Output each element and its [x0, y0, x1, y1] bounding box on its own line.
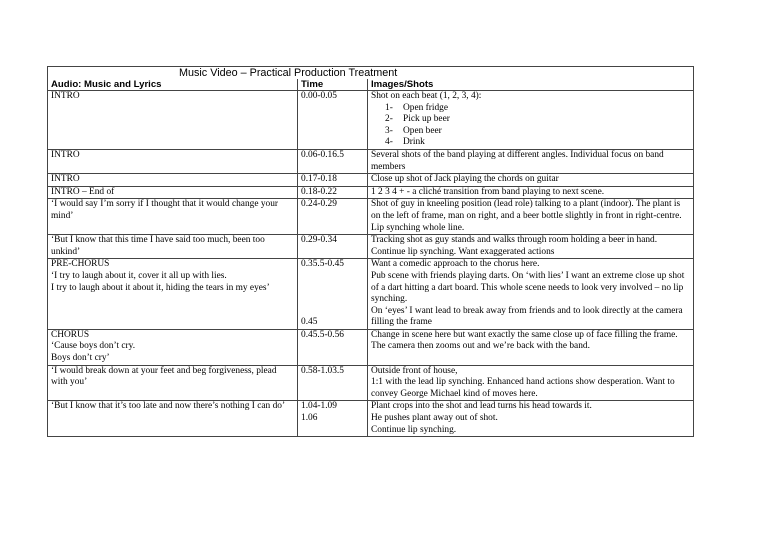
time-cell-line: 0.58-1.03.5: [301, 365, 344, 376]
shots-cell: [368, 401, 694, 437]
time-cell: [298, 91, 368, 150]
audio-cell-line: ‘I would break down at your feet and beg forgiveness, plead with you’: [51, 365, 277, 388]
time-cell-line: 0.18-0.22: [301, 186, 337, 197]
audio-cell-line: INTRO: [51, 91, 80, 101]
shots-cell: [368, 329, 694, 365]
shot-list-text: Open fridge: [403, 102, 449, 113]
time-cell: [298, 365, 368, 401]
shots-cell: [368, 235, 694, 259]
table-row: [48, 186, 694, 199]
table-row: [48, 91, 694, 150]
shots-cell-line: 1 2 3 4 + - a cliché transition from band playing to next scene.: [371, 186, 605, 197]
document-title: Music Video – Practical Production Treatment: [48, 67, 694, 80]
time-cell-line: 0.29-0.34: [301, 235, 337, 246]
table-row: [48, 235, 694, 259]
audio-cell-line: ‘Cause boys don’t cry.: [51, 341, 136, 352]
audio-cell-line: INTRO: [51, 174, 80, 185]
time-cell-line: 0.17-0.18: [301, 174, 337, 185]
shot-list-text: Pick up beer: [403, 114, 450, 125]
audio-cell-line: ‘But I know that it’s too late and now there’s nothing I can do’: [51, 401, 286, 412]
audio-cell: [48, 199, 298, 235]
shots-cell: [368, 259, 694, 330]
shots-cell-line: Continue lip synching.: [371, 424, 457, 435]
audio-cell: [48, 186, 298, 199]
time-cell-line: 1.06: [301, 413, 318, 424]
time-cell-line: [301, 271, 364, 283]
time-cell: [298, 174, 368, 187]
audio-cell: [48, 329, 298, 365]
table-row: [48, 401, 694, 437]
shots-cell-line: He pushes plant away out of shot.: [371, 413, 498, 424]
shot-list-number: 3-: [385, 125, 393, 136]
audio-cell-line: INTRO – End of: [51, 186, 115, 197]
shot-list-item: [371, 137, 690, 149]
audio-cell: [48, 259, 298, 330]
audio-cell-line: PRE-CHORUS: [51, 259, 110, 270]
audio-cell-line: I try to laugh about it about it, hiding the tears in my eyes’: [51, 282, 270, 293]
shots-cell-line: Outside front of house,: [371, 365, 458, 376]
column-header-audio: Audio: Music and Lyrics: [48, 79, 298, 91]
table-row: [48, 174, 694, 187]
shots-cell: [368, 365, 694, 401]
audio-cell-line: CHORUS: [51, 329, 90, 340]
shot-list-item: [371, 103, 690, 115]
shots-cell-line: On ‘eyes’ I want lead to break away from friends and to look directly at the camera filling the frame: [371, 305, 683, 328]
shots-cell: [368, 199, 694, 235]
shot-list-item: [371, 114, 690, 126]
audio-cell-line: ‘I would say I’m sorry if I thought that it would change your mind’: [51, 199, 279, 221]
table-row: [48, 329, 694, 365]
time-cell-line: [301, 283, 364, 295]
shots-cell: [368, 149, 694, 173]
shots-cell-line: Several shots of the band playing at different angles. Individual focus on band members: [371, 149, 664, 172]
time-cell-line: 0.06-0.16.5: [301, 149, 344, 160]
time-cell: [298, 186, 368, 199]
title-row: [48, 67, 694, 80]
shots-cell-line: Plant crops into the shot and lead turns his head towards it.: [371, 401, 592, 412]
time-cell: [298, 199, 368, 235]
audio-cell: [48, 235, 298, 259]
shot-list-item: [371, 126, 690, 138]
shot-list-number: 4-: [385, 137, 393, 148]
time-cell-line: [301, 306, 364, 318]
shots-cell-line: Shot on each beat (1, 2, 3, 4):: [371, 91, 482, 101]
table-row: [48, 149, 694, 173]
column-header-time: Time: [298, 79, 368, 91]
shots-cell-line: Shot of guy in kneeling position (lead role) talking to a plant (indoor). The plant is on the left of frame, man on right, and a beer bottle slightly in front in right-centre. Lip synching whole line.: [371, 199, 682, 233]
shot-list-number: 2-: [385, 114, 393, 125]
shots-cell-line: Change in scene here but want exactly the same close up of face filling the frame. The camera then zooms out and we’re back with the band.: [371, 329, 678, 352]
audio-cell: [48, 149, 298, 173]
audio-cell-line: Boys don’t cry’: [51, 353, 110, 364]
shots-cell: [368, 174, 694, 187]
time-cell-line: [301, 294, 364, 306]
table-row: [48, 365, 694, 401]
time-cell-line: 0.45.5-0.56: [301, 329, 344, 340]
time-cell: [298, 401, 368, 437]
shots-cell: [368, 91, 694, 150]
time-cell: [298, 149, 368, 173]
audio-cell: [48, 365, 298, 401]
time-cell: [298, 329, 368, 365]
shot-list-number: 1-: [385, 102, 393, 113]
shots-cell-line: Tracking shot as guy stands and walks through room holding a beer in hand. Continue lip synching. Want exaggerated actions: [371, 235, 658, 257]
audio-cell: [48, 401, 298, 437]
audio-cell-line: ‘But I know that this time I have said too much, been too unkind’: [51, 235, 265, 257]
shots-cell: [368, 186, 694, 199]
time-cell-line: 1.04-1.09: [301, 401, 337, 412]
column-header-shots: Images/Shots: [368, 79, 694, 91]
audio-cell-line: INTRO: [51, 149, 80, 160]
treatment-table: [47, 66, 694, 437]
table-row: [48, 259, 694, 330]
time-cell: [298, 259, 368, 330]
treatment-document: [47, 66, 693, 437]
audio-cell: [48, 91, 298, 150]
audio-cell-line: ‘I try to laugh about it, cover it all up with lies.: [51, 270, 227, 281]
shots-cell-line: Pub scene with friends playing darts. On ‘with lies’ I want an extreme close up shot of a dart hitting a dart board. This whole scene needs to look very involved – no lip synching.: [371, 270, 685, 305]
time-cell-line: 0.45: [301, 317, 318, 328]
shots-cell-line: Close up shot of Jack playing the chords on guitar: [371, 174, 559, 185]
shots-cell-line: Want a comedic approach to the chorus here.: [371, 259, 540, 270]
shot-list-text: Open beer: [403, 125, 442, 136]
time-cell-line: 0.24-0.29: [301, 199, 337, 210]
time-cell: [298, 235, 368, 259]
table-row: [48, 199, 694, 235]
time-cell-line: 0.00-0.05: [301, 91, 337, 101]
shots-cell-line: 1:1 with the lead lip synching. Enhanced hand actions show desperation. Want to convey George Michael kind of moves here.: [371, 377, 675, 399]
header-row: [48, 79, 694, 91]
shot-list-text: Drink: [403, 137, 425, 148]
time-cell-line: 0.35.5-0.45: [301, 259, 344, 270]
audio-cell: [48, 174, 298, 187]
